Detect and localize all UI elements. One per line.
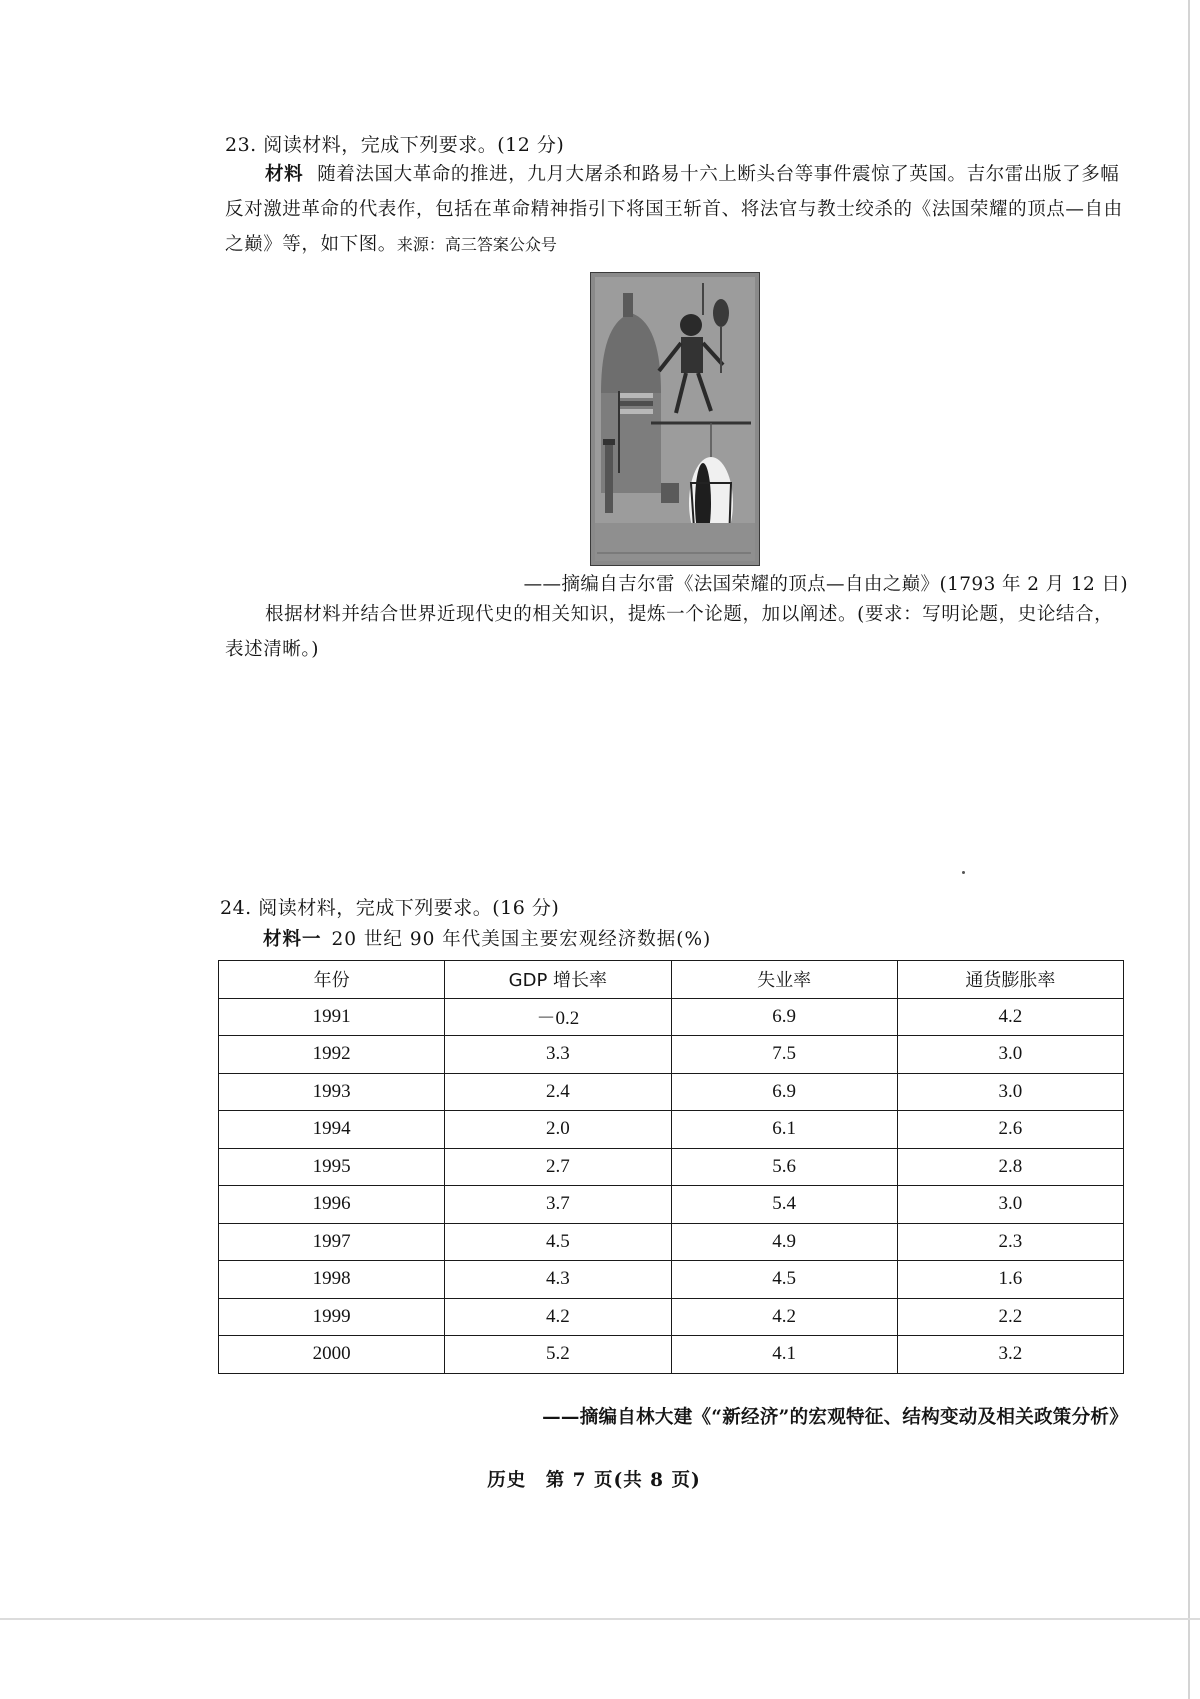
cell-gdp-growth: 5.2 [445,1336,671,1374]
cell-gdp-growth: 4.2 [445,1298,671,1336]
table-row [219,1223,1124,1261]
scan-border-bottom [0,1618,1200,1620]
cartoon-figure [590,272,760,566]
cell-year: 2000 [219,1336,445,1374]
table-row [219,1261,1124,1299]
header-inflation: 通货膨胀率 [897,961,1123,999]
question-23-task: 根据材料并结合世界近现代史的相关知识，提炼一个论题，加以阐述。(要求：写明论题，史论结合，表述清晰。) [225,604,1114,660]
question-24-table-caption: ——摘编自林大建《“新经济”的宏观特征、结构变动及相关政策分析》 [542,1407,1128,1428]
table-row [219,1073,1124,1111]
header-unemployment: 失业率 [671,961,897,999]
cell-gdp-growth: 3.3 [445,1036,671,1074]
cell-unemployment: 6.1 [671,1111,897,1149]
table-row [219,1036,1124,1074]
page-footer: 历史 第 7 页(共 8 页) [487,1470,701,1491]
cell-unemployment: 5.4 [671,1186,897,1224]
cell-inflation: 3.0 [897,1036,1123,1074]
cell-unemployment: 6.9 [671,1073,897,1111]
cell-year: 1996 [219,1186,445,1224]
cell-year: 1997 [219,1223,445,1261]
cell-inflation: 1.6 [897,1261,1123,1299]
scan-border-right [1188,0,1190,1699]
source-note: 来源：高三答案公众号 [396,235,557,254]
cell-unemployment: 6.9 [671,998,897,1036]
table-row [219,1111,1124,1149]
cell-unemployment: 4.1 [671,1336,897,1374]
question-24-material-label [263,925,711,951]
cell-inflation: 2.3 [897,1223,1123,1261]
cell-inflation: 2.8 [897,1148,1123,1186]
cell-year: 1991 [219,998,445,1036]
question-23-material [225,157,1125,262]
scan-speck [962,871,965,874]
material-label-text: 20 世纪 90 年代美国主要宏观经济数据(%) [331,929,712,950]
cell-year: 1995 [219,1148,445,1186]
question-23-title: 23. 阅读材料，完成下列要求。(12 分) [225,134,565,156]
cell-gdp-growth: 2.7 [445,1148,671,1186]
cell-inflation: 3.0 [897,1186,1123,1224]
cell-inflation: 2.2 [897,1298,1123,1336]
cell-unemployment: 5.6 [671,1148,897,1186]
material-lead: 材料一 [263,929,322,950]
question-24-title: 24. 阅读材料，完成下列要求。(16 分) [220,897,560,919]
cell-year: 1993 [219,1073,445,1111]
cell-inflation: 2.6 [897,1111,1123,1149]
economic-data-table [218,960,1124,1374]
cell-year: 1999 [219,1298,445,1336]
cell-gdp-growth: －0.2 [445,998,671,1036]
cell-inflation: 3.2 [897,1336,1123,1374]
cell-unemployment: 4.2 [671,1298,897,1336]
table-row [219,1336,1124,1374]
table-row [219,1186,1124,1224]
cell-gdp-growth: 4.5 [445,1223,671,1261]
cell-gdp-growth: 2.4 [445,1073,671,1111]
cell-year: 1998 [219,1261,445,1299]
cell-unemployment: 7.5 [671,1036,897,1074]
question-23-figure-caption: ——摘编自吉尔雷《法国荣耀的顶点—自由之巅》(1793 年 2 月 12 日) [523,574,1128,595]
cell-unemployment: 4.5 [671,1261,897,1299]
cell-inflation: 4.2 [897,998,1123,1036]
cell-year: 1994 [219,1111,445,1149]
material-text: 随着法国大革命的推进，九月大屠杀和路易十六上断头台等事件震惊了英国。吉尔雷出版了多幅反对激进革命的代表作，包括在革命精神指引下将国王斩首、将法官与教士绞杀的《法国荣耀的顶点—自由之巅》等，如下图。 [225,164,1123,255]
table-row [219,1298,1124,1336]
header-year: 年份 [219,961,445,999]
cell-gdp-growth: 2.0 [445,1111,671,1149]
cell-unemployment: 4.9 [671,1223,897,1261]
header-gdp-growth: GDP 增长率 [445,961,671,999]
cell-gdp-growth: 4.3 [445,1261,671,1299]
cartoon-illustration [591,273,759,565]
cell-gdp-growth: 3.7 [445,1186,671,1224]
cell-year: 1992 [219,1036,445,1074]
table-row [219,1148,1124,1186]
material-lead: 材料 [265,164,304,185]
table-row [219,998,1124,1036]
table-header-row [219,961,1124,999]
cell-inflation: 3.0 [897,1073,1123,1111]
